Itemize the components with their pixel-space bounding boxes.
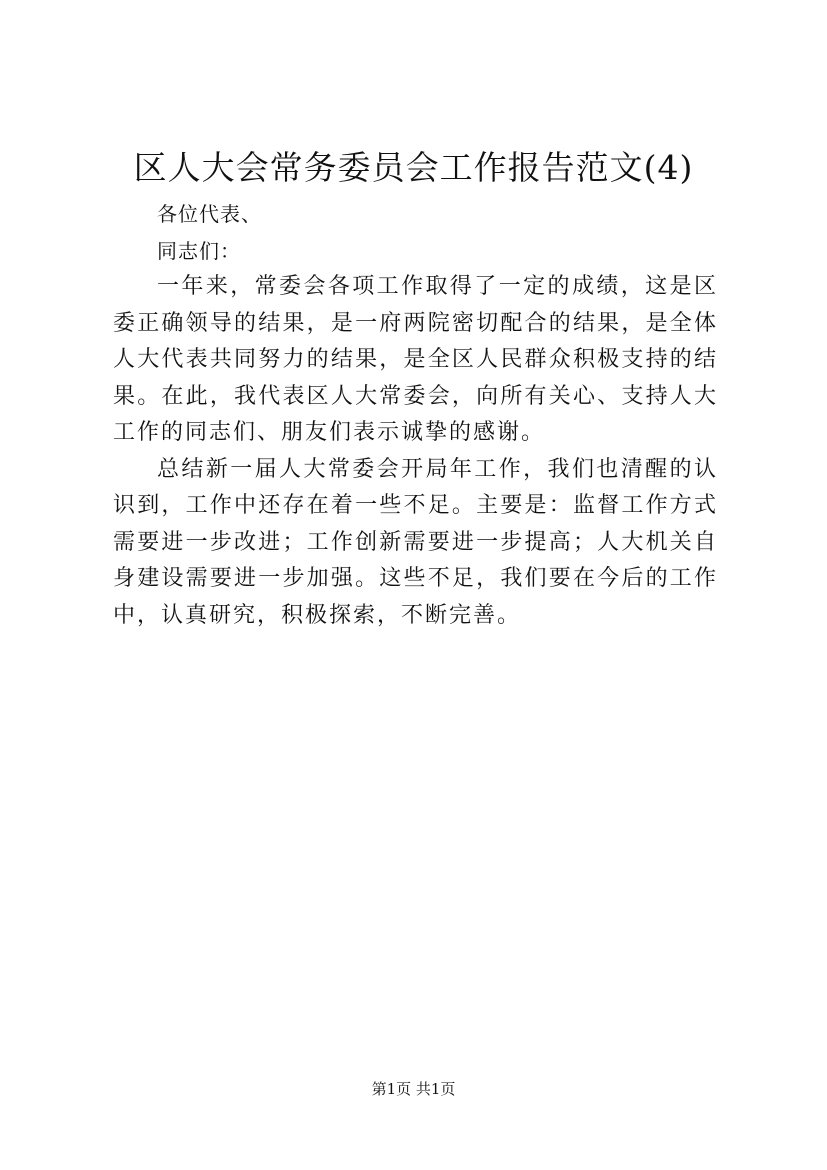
paragraph-2: 总结新一届人大常委会开局年工作，我们也清醒的认识到，工作中还存在着一些不足。主要是：监督工作方式需要进一步改进；工作创新需要进一步提高；人大机关自身建设需要进一步加强。这些不足，我们要在今后的工作中，认真研究，积极探索，不断完善。 <box>113 456 718 628</box>
salutation-line-2: 同志们： <box>157 238 241 263</box>
document-title: 区人大会常务委员会工作报告范文(4) <box>133 148 694 187</box>
salutation-line-1: 各位代表、 <box>157 202 262 226</box>
page-footer: 第1页 共1页 <box>371 1080 456 1098</box>
paragraph-1: 一年来，常委会各项工作取得了一定的成绩，这是区委正确领导的结果，是一府两院密切配合的结果，是全体人大代表共同努力的结果，是全区人民群众积极支持的结果。在此，我代表区人大常委会，向所有关心、支持人大工作的同志们、朋友们表示诚挚的感谢。 <box>113 274 718 445</box>
document-body <box>113 196 718 634</box>
